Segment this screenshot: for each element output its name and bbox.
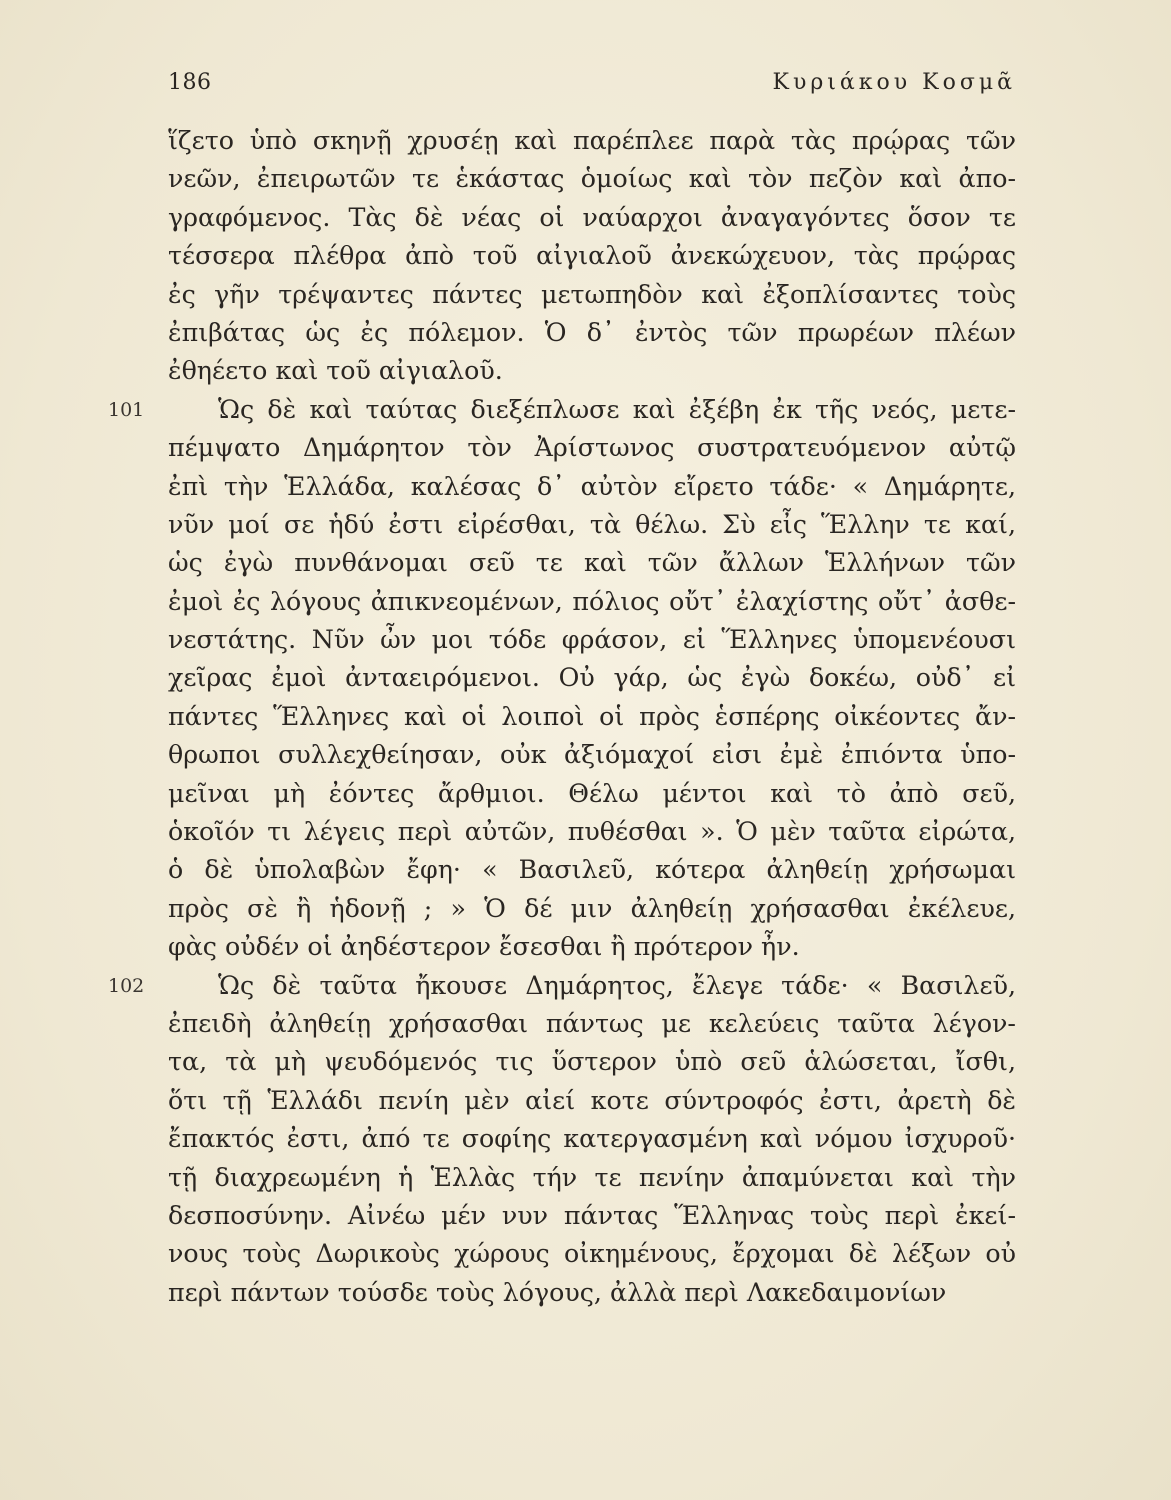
- text-line: [168, 698, 1016, 736]
- line-text: ἔπακτός ἐστι, ἀπό τε σοφίης κατεργασμένη καὶ νόμου ἰσχυροῦ·: [168, 1124, 1016, 1154]
- text-line: [168, 1235, 1016, 1273]
- line-text: νῦν μοί σε ἡδύ ἐστι εἰρέσθαι, τὰ θέλω. Σὺ εἶς Ἕλλην τε καί,: [168, 509, 1016, 539]
- text-line: [108, 391, 1016, 429]
- text-line: [168, 429, 1016, 467]
- text-line: [168, 544, 1016, 582]
- line-text: ἐμοὶ ἐς λόγους ἀπικνεομένων, πόλιος οὔτ᾽ ἐλαχίστης οὔτ᾽ ἀσθε-: [168, 586, 1016, 616]
- text-line: [168, 890, 1016, 928]
- text-line: [168, 1120, 1016, 1158]
- line-text: μεῖναι μὴ ἐόντες ἄρθμιοι. Θέλω μέντοι καὶ τὸ ἀπὸ σεῦ,: [168, 778, 1016, 808]
- text-line: [168, 160, 1016, 198]
- text-line: [168, 506, 1016, 544]
- line-text: ὡς ἐγὼ πυνθάνομαι σεῦ τε καὶ τῶν ἄλλων Ἑλλήνων τῶν: [168, 548, 1016, 578]
- line-text: δεσποσύνην. Αἰνέω μέν νυν πάντας Ἕλληνας τοὺς περὶ ἐκεί-: [168, 1200, 1016, 1230]
- line-text: περὶ πάντων τούσδε τοὺς λόγους, ἀλλὰ περὶ Λακεδαιμονίων: [168, 1277, 947, 1307]
- text-line: [168, 736, 1016, 774]
- line-text: νεστάτης. Νῦν ὦν μοι τόδε φράσον, εἰ Ἕλληνες ὑπομενέουσι: [168, 625, 1016, 655]
- line-text: θρωποι συλλεχθείησαν, οὐκ ἀξιόμαχοί εἰσι ἐμὲ ἐπιόντα ὑπο-: [168, 740, 1016, 770]
- line-text: πέμψατο Δημάρητον τὸν Ἀρίστωνος συστρατευόμενον αὐτῷ: [168, 433, 1016, 463]
- text-line: [168, 237, 1016, 275]
- line-text: ἐπειδὴ ἀληθείῃ χρήσασθαι πάντως με κελεύεις ταῦτα λέγον-: [168, 1008, 1016, 1038]
- text-line: [108, 967, 1016, 1005]
- line-text: Ὡς δὲ ταῦτα ἤκουσε Δημάρητος, ἔλεγε τάδε· « Βασιλεῦ,: [218, 970, 1016, 1000]
- text-line: [168, 122, 1016, 160]
- line-text: φὰς οὐδέν οἱ ἀηδέστερον ἔσεσθαι ἢ πρότερον ἦν.: [168, 932, 800, 962]
- page-number: 186: [168, 70, 212, 95]
- paragraph: [108, 391, 1016, 967]
- text-line: [168, 775, 1016, 813]
- line-text: πάντες Ἕλληνες καὶ οἱ λοιποὶ οἱ πρὸς ἑσπέρης οἰκέοντες ἄν-: [168, 701, 1016, 731]
- line-text: ὁ δὲ ὑπολαβὼν ἔφη· « Βασιλεῦ, κότερα ἀληθείῃ χρήσωμαι: [168, 855, 1016, 885]
- body-text: [108, 122, 1016, 1312]
- line-text: ὅτι τῇ Ἑλλάδι πενίη μὲν αἰεί κοτε σύντροφός ἐστι, ἀρετὴ δὲ: [168, 1085, 1016, 1115]
- text-line: [168, 352, 1016, 390]
- line-text: τα, τὰ μὴ ψευδόμενός τις ὕστερον ὑπὸ σεῦ ἁλώσεται, ἴσθι,: [168, 1047, 1016, 1077]
- line-text: Ὡς δὲ καὶ ταύτας διεξέπλωσε καὶ ἐξέβη ἐκ τῆς νεός, μετε-: [218, 394, 1016, 424]
- text-line: [168, 1005, 1016, 1043]
- paragraph: [108, 967, 1016, 1313]
- text-line: [168, 621, 1016, 659]
- text-line: [168, 851, 1016, 889]
- line-text: πρὸς σὲ ἢ ἡδονῇ ; » Ὁ δέ μιν ἀληθείῃ χρήσασθαι ἐκέλευε,: [168, 893, 1016, 923]
- paragraph: [168, 122, 1016, 391]
- line-text: ἐπὶ τὴν Ἑλλάδα, καλέσας δ᾽ αὐτὸν εἴρετο τάδε· « Δημάρητε,: [168, 471, 1016, 501]
- text-line: [168, 276, 1016, 314]
- text-line: [168, 1197, 1016, 1235]
- running-title: Κυριάκου Κοσμᾶ: [772, 70, 1016, 95]
- line-text: ἐς γῆν τρέψαντες πάντες μετωπηδὸν καὶ ἐξοπλίσαντες τοὺς: [168, 279, 1016, 309]
- text-line: [168, 1043, 1016, 1081]
- text-line: [168, 928, 1016, 966]
- text-line: [168, 1159, 1016, 1197]
- text-line: [168, 583, 1016, 621]
- line-text: χεῖρας ἐμοὶ ἀνταειρόμενοι. Οὐ γάρ, ὡς ἐγὼ δοκέω, οὐδ᾽ εἰ: [168, 663, 1016, 693]
- text-line: [168, 1082, 1016, 1120]
- line-text: νους τοὺς Δωρικοὺς χώρους οἰκημένους, ἔρχομαι δὲ λέξων οὐ: [168, 1239, 1016, 1269]
- section-number: 101: [108, 398, 145, 421]
- section-number: 102: [108, 974, 145, 997]
- text-line: [168, 659, 1016, 697]
- line-text: ἵζετο ὑπὸ σκηνῇ χρυσέῃ καὶ παρέπλεε παρὰ τὰς πρῴρας τῶν: [168, 126, 1016, 155]
- text-line: [168, 314, 1016, 352]
- text-line: [168, 468, 1016, 506]
- line-text: τέσσερα πλέθρα ἀπὸ τοῦ αἰγιαλοῦ ἀνεκώχευον, τὰς πρῴρας: [168, 241, 1016, 271]
- line-text: γραφόμενος. Τὰς δὲ νέας οἱ ναύαρχοι ἀναγαγόντες ὅσον τε: [168, 202, 1016, 232]
- line-text: νεῶν, ἐπειρωτῶν τε ἑκάστας ὁμοίως καὶ τὸν πεζὸν καὶ ἀπο-: [168, 164, 1016, 194]
- line-text: τῇ διαχρεωμένη ἡ Ἑλλὰς τήν τε πενίην ἀπαμύνεται καὶ τὴν: [168, 1162, 1016, 1192]
- text-line: [168, 1274, 1016, 1312]
- line-text: ὁκοῖόν τι λέγεις περὶ αὐτῶν, πυθέσθαι ». Ὁ μὲν ταῦτα εἰρώτα,: [168, 817, 1016, 847]
- line-text: ἐθηέετο καὶ τοῦ αἰγιαλοῦ.: [168, 356, 503, 386]
- text-line: [168, 813, 1016, 851]
- running-head: [168, 70, 1016, 100]
- line-text: ἐπιβάτας ὡς ἐς πόλεμον. Ὁ δ᾽ ἐντὸς τῶν πρωρέων πλέων: [168, 317, 1016, 347]
- text-line: [168, 199, 1016, 237]
